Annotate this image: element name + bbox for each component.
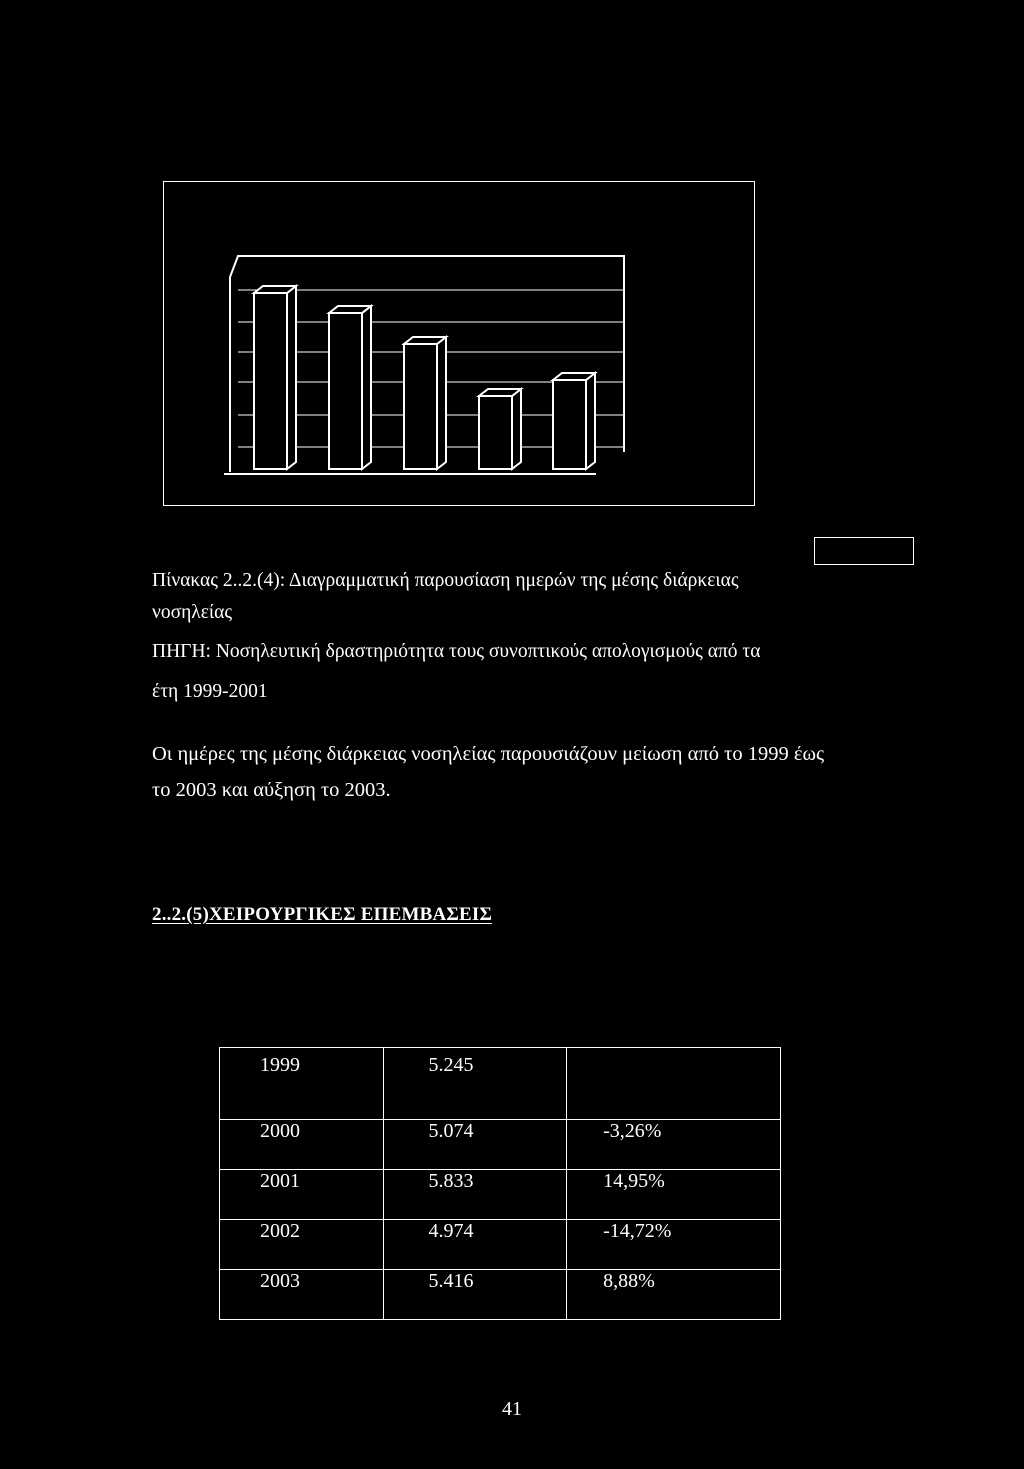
value-cell: 5.245: [384, 1048, 567, 1120]
bar-side: [287, 286, 296, 469]
value-cell: 4.974: [384, 1220, 567, 1270]
page-number: 41: [502, 1398, 522, 1420]
bar: [329, 313, 362, 469]
change-cell: -3,26%: [567, 1120, 781, 1170]
change-cell: 8,88%: [567, 1270, 781, 1320]
bar: [479, 396, 512, 469]
bar-side: [586, 373, 595, 469]
year-cell: 2003: [220, 1270, 384, 1320]
value-cell: 5.416: [384, 1270, 567, 1320]
value-cell: 5.074: [384, 1120, 567, 1170]
change-cell: 14,95%: [567, 1170, 781, 1220]
figure-caption: Πίνακας 2..2.(4): Διαγραμματική παρουσίαση ημερών της μέσης διάρκειας: [152, 570, 739, 591]
body-paragraph-continued: το 2003 και αύξηση το 2003.: [152, 779, 391, 801]
value-cell: 5.833: [384, 1170, 567, 1220]
bar-side: [362, 306, 371, 469]
figure-caption-continued: νοσηλείας: [152, 602, 233, 623]
table-row: [220, 1270, 781, 1320]
chart-legend-box: [814, 537, 914, 565]
bar-top: [404, 337, 446, 344]
source-note: ΠΗΓΗ: Νοσηλευτική δραστηριότητα τους συνοπτικούς απολογισμούς από τα: [152, 641, 761, 662]
bar-chart-figure: [163, 181, 755, 506]
table-row: [220, 1120, 781, 1170]
bar-top: [329, 306, 371, 313]
source-note-continued: έτη 1999-2001: [152, 681, 268, 702]
bar: [404, 344, 437, 469]
year-cell: 2000: [220, 1120, 384, 1170]
change-cell: [567, 1048, 781, 1120]
year-cell: 2001: [220, 1170, 384, 1220]
bar-top: [254, 286, 296, 293]
year-cell: 1999: [220, 1048, 384, 1120]
bar: [553, 380, 586, 469]
bar-chart-plot: [164, 182, 756, 507]
bar-top: [553, 373, 595, 380]
table-row: [220, 1048, 781, 1120]
table-row: [220, 1170, 781, 1220]
year-cell: 2002: [220, 1220, 384, 1270]
section-heading: 2..2.(5)ΧΕΙΡΟΥΡΓΙΚΕΣ ΕΠΕΜΒΑΣΕΙΣ: [152, 904, 493, 925]
change-cell: -14,72%: [567, 1220, 781, 1270]
surgery-table: [219, 1047, 781, 1320]
bar-top: [479, 389, 521, 396]
bar-side: [437, 337, 446, 469]
bar: [254, 293, 287, 469]
table-row: [220, 1220, 781, 1270]
body-paragraph: Οι ημέρες της μέσης διάρκειας νοσηλείας παρουσιάζουν μείωση από το 1999 έως: [152, 743, 825, 765]
bar-side: [512, 389, 521, 469]
